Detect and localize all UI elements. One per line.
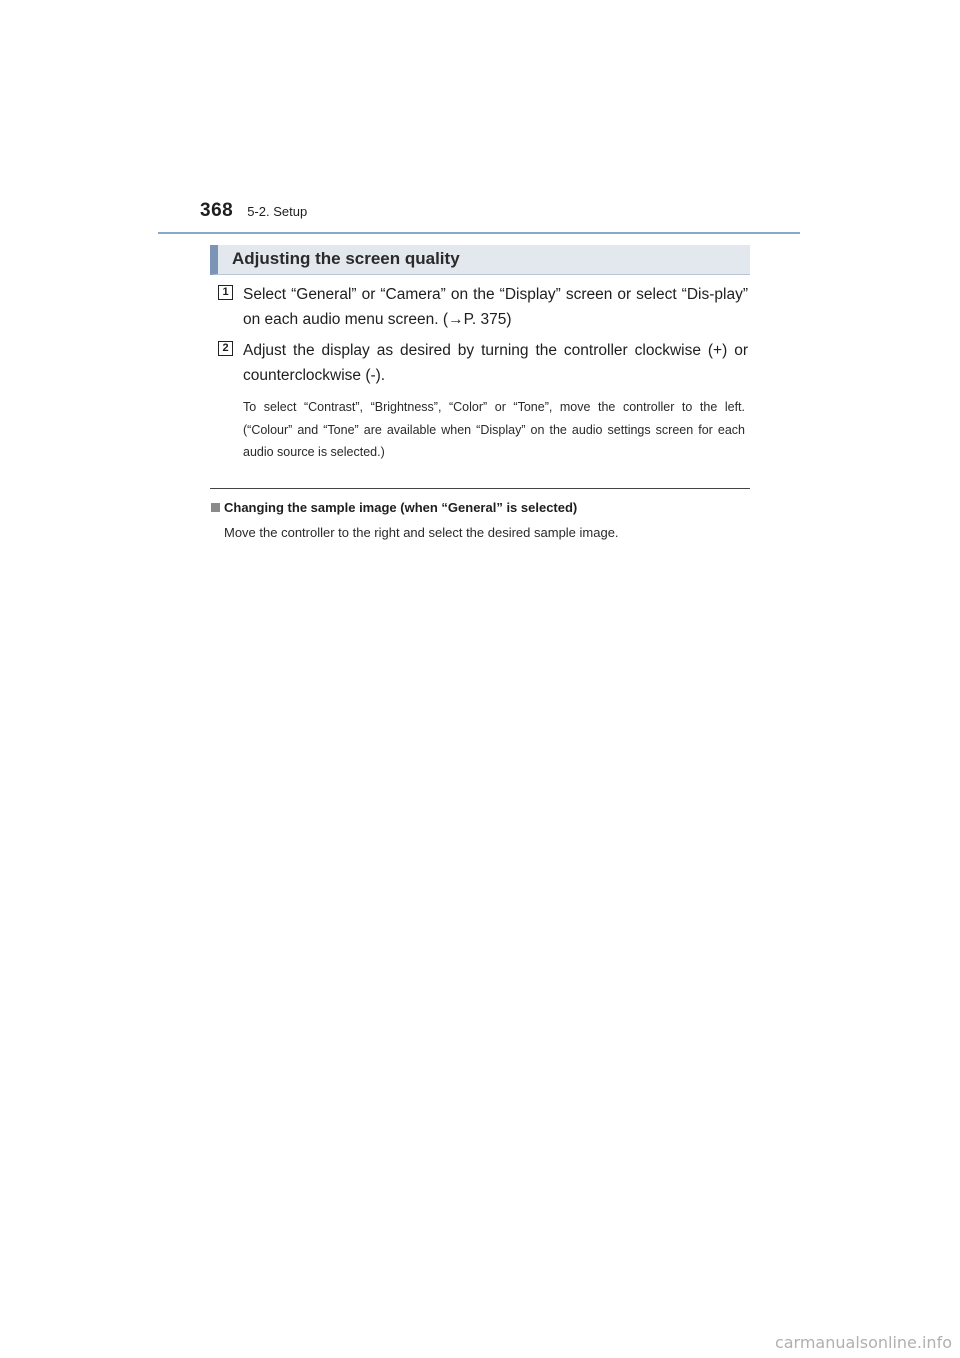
step-number-badge: 2 — [218, 341, 233, 356]
step-text: Select “General” or “Camera” on the “Display” screen or select “Dis-play” on each audio menu screen. (→P. 375) — [243, 286, 748, 328]
watermark: carmanualsonline.info — [774, 1333, 952, 1352]
header-rule — [158, 232, 800, 234]
step-1 — [218, 282, 748, 332]
step-note: To select “Contrast”, “Brightness”, “Color” or “Tone”, move the controller to the left. (“Colour” and “Tone” are available when “Display” on the audio settings screen for each audio source is selected.) — [243, 400, 745, 459]
subheading — [211, 500, 577, 515]
step-2 — [218, 338, 748, 388]
section-divider — [210, 488, 750, 489]
step-text: Adjust the display as desired by turning the controller clockwise (+) or counterclockwise (-). — [243, 342, 748, 384]
page-number: 368 — [200, 200, 234, 221]
section-label: 5-2. Setup — [247, 204, 308, 219]
subheading-text: Changing the sample image (when “General” is selected) — [224, 500, 578, 515]
section-title-bar — [210, 245, 750, 275]
square-bullet-icon — [211, 503, 220, 512]
page-header — [200, 200, 307, 222]
section-title: Adjusting the screen quality — [232, 249, 460, 268]
subsection-body: Move the controller to the right and select the desired sample image. — [224, 525, 619, 540]
step-number-badge: 1 — [218, 285, 233, 300]
